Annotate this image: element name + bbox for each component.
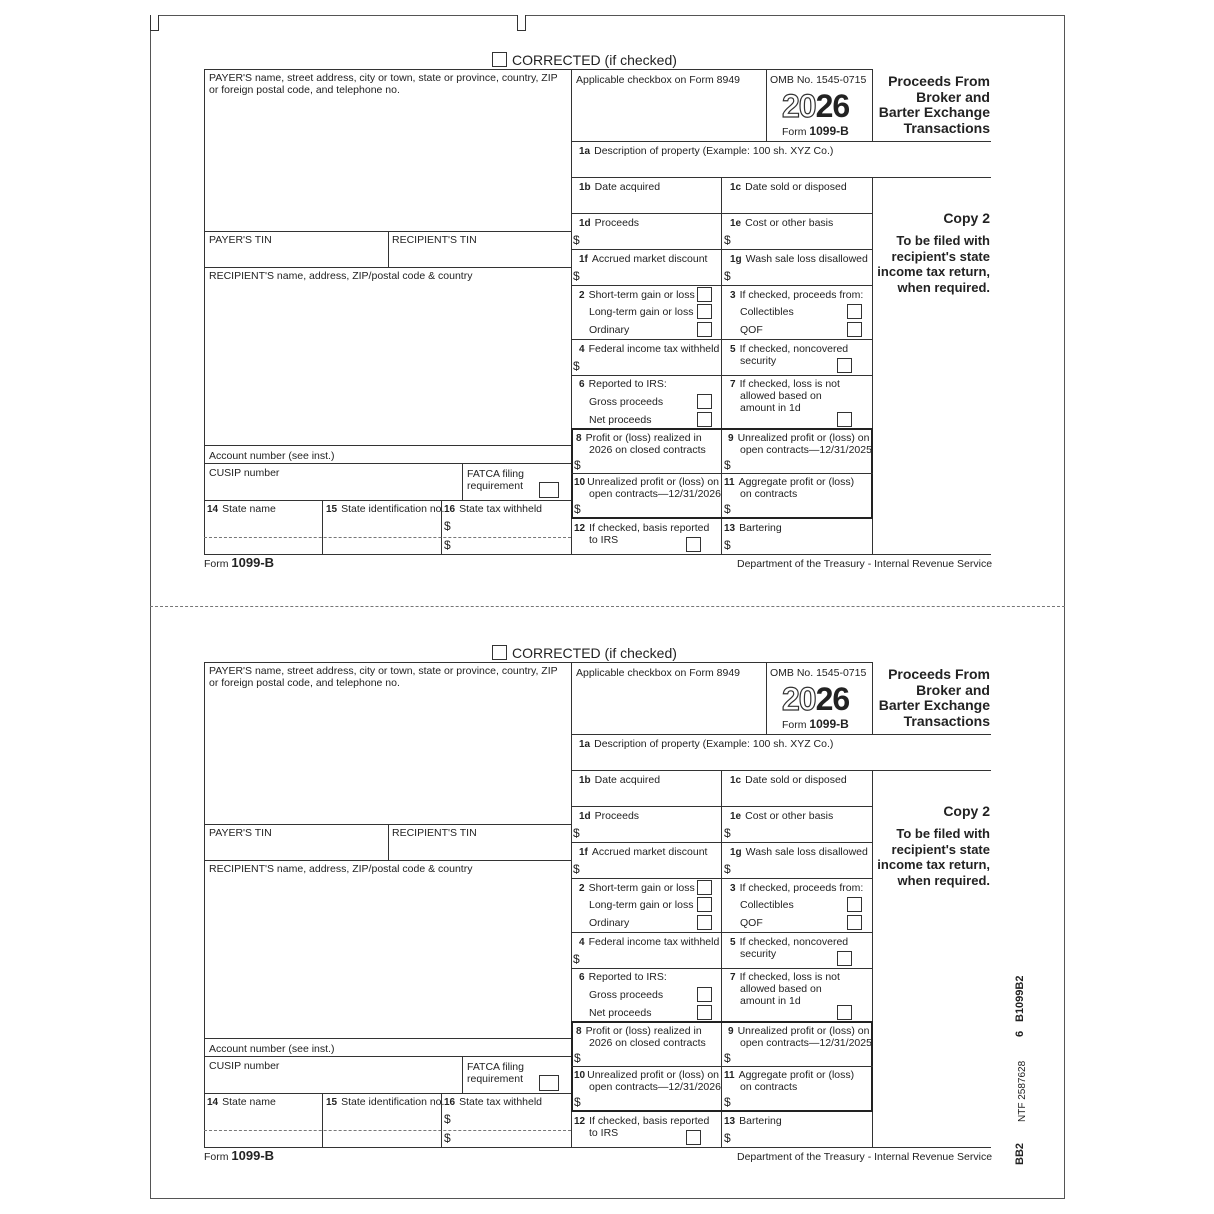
state-id-label: State identification no. [341,503,445,515]
short-term-checkbox[interactable] [697,880,712,895]
profit-closed-label: Profit or (loss) realized in [585,432,702,444]
collectibles-label: Collectibles [740,899,794,911]
state-id-label: State identification no. [341,1096,445,1108]
box1f-number: 1f [579,254,588,265]
loss-not-allowed-label-2: allowed based on [740,390,822,402]
dollar-sign: $ [574,1051,581,1065]
box6-number: 6 [579,972,585,983]
box9-number: 9 [728,433,734,444]
basis-reported-checkbox[interactable] [686,1130,701,1145]
side-code-b-text: NTF 2587628 [1017,1060,1028,1122]
unrealized-2026-label: Unrealized profit or (loss) on [587,476,720,488]
dollar-sign: $ [444,1131,451,1145]
loss-not-allowed-checkbox[interactable] [837,412,852,427]
box5-number: 5 [730,344,736,355]
side-code-c [1014,1031,1026,1037]
cusip-label: CUSIP number [209,1060,280,1072]
form-title [874,74,990,136]
box10-number: 10 [574,1070,586,1081]
recipient-tin-field[interactable] [389,839,570,859]
loss-not-allowed-label-2: allowed based on [740,983,822,995]
fatca-label: FATCA filing [467,1061,524,1073]
recipient-tin-field[interactable] [389,246,570,266]
box11-number: 11 [724,1070,735,1081]
copy-instructions [860,826,990,888]
omb-number: OMB No. 1545-0715 [770,74,867,86]
aggregate-label: Aggregate profit or (loss) [738,1069,855,1081]
noncovered-label: If checked, noncovered [739,343,849,355]
box1e-number: 1e [730,811,742,822]
profit-closed-label: Profit or (loss) realized in [585,1025,702,1037]
dollar-sign: $ [444,1112,451,1126]
title-line-1: Proceeds From [888,73,990,89]
side-code-b [1017,1061,1028,1122]
dollar-sign: $ [574,502,581,516]
ordinary-label: Ordinary [589,324,630,336]
tax-year [782,88,849,125]
copy-line-2: recipient's state [891,248,990,264]
dollar-sign: $ [724,233,731,247]
form-prefix: Form [204,1151,229,1163]
side-code-a [1014,1143,1026,1165]
noncovered-label: If checked, noncovered [739,936,849,948]
gross-proceeds-label: Gross proceeds [589,989,664,1001]
unrealized-2026-label: Unrealized profit or (loss) on [587,1069,720,1081]
dollar-sign: $ [573,952,580,966]
box6-number: 6 [579,379,585,390]
basis-reported-label: If checked, basis reported [589,522,710,534]
noncovered-checkbox[interactable] [837,951,852,966]
date-acquired-label: Date acquired [594,181,661,193]
title-line-3: Barter Exchange [878,697,990,713]
side-code-d [1014,976,1026,1022]
gross-proceeds-checkbox[interactable] [697,987,712,1002]
copy-line-4: when required. [897,872,990,888]
corrected-checkbox[interactable] [492,52,507,67]
form-copy [0,0,1214,570]
copy-title: Copy 2 [943,210,990,226]
wash-sale-label: Wash sale loss disallowed [745,846,868,858]
corrected-checkbox[interactable] [492,645,507,660]
state-tax-label: State tax withheld [459,1096,543,1108]
aggregate-label: Aggregate profit or (loss) [738,476,855,488]
net-proceeds-label: Net proceeds [589,414,652,426]
box8-number: 8 [576,433,582,444]
long-term-checkbox[interactable] [697,304,712,319]
copy-line-2: recipient's state [891,841,990,857]
dollar-sign: $ [444,538,451,552]
description-label: Description of property (Example: 100 sh. XYZ Co.) [594,738,834,750]
box1c-number: 1c [730,775,742,786]
recipient-tin-label: RECIPIENT'S TIN [392,827,477,839]
account-number-label: Account number (see inst.) [209,1043,335,1055]
short-term-label: Short-term gain or loss [588,289,695,301]
collectibles-checkbox[interactable] [847,304,862,319]
applicable-checkbox-field[interactable] [572,88,765,140]
fatca-label-2: requirement [467,480,524,492]
box12-number: 12 [574,523,586,534]
box14-number: 14 [207,1097,219,1108]
tax-year-bold: 26 [815,88,850,124]
description-field[interactable] [572,751,990,769]
dollar-sign: $ [573,359,580,373]
title-line-2: Broker and [916,681,990,698]
box4-number: 4 [579,937,585,948]
date-sold-field[interactable] [722,194,871,212]
bartering-label: Bartering [739,1115,782,1127]
box7-number: 7 [730,972,736,983]
dollar-sign: $ [444,519,451,533]
ordinary-checkbox[interactable] [697,322,712,337]
copy-line-3: income tax return, [877,857,990,872]
qof-checkbox[interactable] [847,915,862,930]
dollar-sign: $ [724,502,731,516]
date-acquired-field[interactable] [572,194,720,212]
noncovered-label-2: security [740,948,777,960]
dollar-sign: $ [574,1095,581,1109]
payer-tin-label: PAYER'S TIN [209,234,272,246]
net-proceeds-checkbox[interactable] [697,412,712,427]
recipient-name-field[interactable] [205,284,570,444]
aggregate-label-2: on contracts [740,1081,798,1093]
long-term-label: Long-term gain or loss [589,306,694,318]
account-number-label: Account number (see inst.) [209,450,335,462]
federal-withheld-label: Federal income tax withheld [588,343,720,355]
form-name: 1099-B [231,555,275,570]
side-code-d-text: B1099B2 [1014,975,1026,1022]
form-small-prefix: Form [782,126,807,138]
ordinary-label: Ordinary [589,917,630,929]
description-label: Description of property (Example: 100 sh. XYZ Co.) [594,145,834,157]
aggregate-label-2: on contracts [740,488,798,500]
title-line-3: Barter Exchange [878,104,990,120]
box1c-number: 1c [730,182,742,193]
dept-label: Department of the Treasury - Internal Revenue Service [737,1151,993,1163]
box3-number: 3 [730,290,736,301]
collectibles-checkbox[interactable] [847,897,862,912]
box4-number: 4 [579,344,585,355]
unrealized-2026-label-2: open contracts—12/31/2026 [589,1081,721,1093]
dept-label: Department of the Treasury - Internal Revenue Service [737,558,993,570]
cost-basis-label: Cost or other basis [745,810,834,822]
dollar-sign: $ [724,826,731,840]
noncovered-label-2: security [740,355,777,367]
reported-irs-label: Reported to IRS: [588,378,667,390]
recipient-tin-label: RECIPIENT'S TIN [392,234,477,246]
form-prefix: Form [204,558,229,570]
payer-name-field[interactable] [205,96,570,230]
date-sold-label: Date sold or disposed [745,181,847,193]
box12-number: 12 [574,1116,586,1127]
fatca-label-2: requirement [467,1073,524,1085]
side-code-a-text: BB2 [1014,1142,1026,1165]
state-name-label: State name [222,503,276,515]
ordinary-checkbox[interactable] [697,915,712,930]
box9-number: 9 [728,1026,734,1037]
unrealized-2026-label-2: open contracts—12/31/2026 [589,488,721,500]
net-proceeds-label: Net proceeds [589,1007,652,1019]
profit-closed-label-2: 2026 on closed contracts [589,1037,706,1049]
proceeds-from-label: If checked, proceeds from: [739,882,864,894]
dollar-sign: $ [573,269,580,283]
dollar-sign: $ [574,458,581,472]
basis-reported-label-2: to IRS [589,534,619,546]
applicable-checkbox-label: Applicable checkbox on Form 8949 [576,667,741,679]
box2-number: 2 [579,883,585,894]
form-title [874,667,990,729]
dollar-sign: $ [724,269,731,283]
form-name: 1099-B [231,1148,275,1163]
loss-not-allowed-label-3: amount in 1d [740,995,801,1007]
unrealized-2025-label: Unrealized profit or (loss) on [737,432,870,444]
copy-line-1: To be filed with [896,826,990,841]
box2-number: 2 [579,290,585,301]
payer-name-label: PAYER'S name, street address, city or town, state or province, country, ZIP [209,72,558,84]
dollar-sign: $ [573,826,580,840]
date-sold-field[interactable] [722,787,871,805]
recipient-name-field[interactable] [205,877,570,1037]
title-line-4: Transactions [903,712,990,729]
fatca-checkbox[interactable] [539,482,559,498]
title-line-1: Proceeds From [888,666,990,682]
state-name-label: State name [222,1096,276,1108]
payer-tin-field[interactable] [205,839,387,859]
collectibles-label: Collectibles [740,306,794,318]
long-term-checkbox[interactable] [697,897,712,912]
dollar-sign: $ [724,538,731,552]
title-line-4: Transactions [903,119,990,136]
tax-year-bold: 26 [815,681,850,717]
box11-number: 11 [724,477,735,488]
box1b-number: 1b [579,182,591,193]
accrued-discount-label: Accrued market discount [591,253,708,265]
proceeds-from-label: If checked, proceeds from: [739,289,864,301]
gross-proceeds-label: Gross proceeds [589,396,664,408]
box13-number: 13 [724,1116,736,1127]
cost-basis-label: Cost or other basis [745,217,834,229]
bartering-label: Bartering [739,522,782,534]
state-tax-label: State tax withheld [459,503,543,515]
tax-year-outline: 20 [782,88,816,124]
corrected-label: CORRECTED (if checked) [512,52,677,68]
form-small-name: 1099-B [809,717,849,731]
payer-tin-label: PAYER'S TIN [209,827,272,839]
box13-number: 13 [724,523,736,534]
date-sold-label: Date sold or disposed [745,774,847,786]
box1a-number: 1a [579,739,591,750]
dollar-sign: $ [724,1131,731,1145]
box5-number: 5 [730,937,736,948]
qof-label: QOF [740,324,763,336]
payer-tin-field[interactable] [205,246,387,266]
box1d-number: 1d [579,811,591,822]
tax-year-outline: 20 [782,681,816,717]
unrealized-2025-label: Unrealized profit or (loss) on [737,1025,870,1037]
box3-number: 3 [730,883,736,894]
loss-not-allowed-checkbox[interactable] [837,1005,852,1020]
dollar-sign: $ [573,862,580,876]
applicable-checkbox-field[interactable] [572,681,765,733]
long-term-label: Long-term gain or loss [589,899,694,911]
box14-number: 14 [207,504,219,515]
box1d-number: 1d [579,218,591,229]
proceeds-label: Proceeds [594,217,640,229]
copy-title: Copy 2 [943,803,990,819]
title-line-2: Broker and [916,88,990,105]
qof-label: QOF [740,917,763,929]
federal-withheld-label: Federal income tax withheld [588,936,720,948]
form-small-name: 1099-B [809,124,849,138]
unrealized-2025-label-2: open contracts—12/31/2025 [740,444,872,456]
date-acquired-field[interactable] [572,787,720,805]
box16-number: 16 [444,504,456,515]
box1b-number: 1b [579,775,591,786]
applicable-checkbox-label: Applicable checkbox on Form 8949 [576,74,741,86]
recipient-name-label: RECIPIENT'S name, address, ZIP/postal code & country [209,270,473,282]
loss-not-allowed-label: If checked, loss is not [739,971,840,983]
box15-number: 15 [326,504,338,515]
copy-line-3: income tax return, [877,264,990,279]
noncovered-checkbox[interactable] [837,358,852,373]
basis-reported-label: If checked, basis reported [589,1115,710,1127]
box1e-number: 1e [730,218,742,229]
box1f-number: 1f [579,847,588,858]
accrued-discount-label: Accrued market discount [591,846,708,858]
payer-name-label: PAYER'S name, street address, city or town, state or province, country, ZIP [209,665,558,677]
dollar-sign: $ [724,458,731,472]
box1g-number: 1g [730,254,742,265]
copy-line-1: To be filed with [896,233,990,248]
form-small-prefix: Form [782,719,807,731]
cusip-label: CUSIP number [209,467,280,479]
unrealized-2025-label-2: open contracts—12/31/2025 [740,1037,872,1049]
payer-name-label-2: or foreign postal code, and telephone no. [209,677,400,689]
tax-year [782,681,849,718]
box15-number: 15 [326,1097,338,1108]
profit-closed-label-2: 2026 on closed contracts [589,444,706,456]
box1a-number: 1a [579,146,591,157]
short-term-label: Short-term gain or loss [588,882,695,894]
box7-number: 7 [730,379,736,390]
loss-not-allowed-label: If checked, loss is not [739,378,840,390]
copy-line-4: when required. [897,279,990,295]
qof-checkbox[interactable] [847,322,862,337]
dollar-sign: $ [724,862,731,876]
date-acquired-label: Date acquired [594,774,661,786]
proceeds-label: Proceeds [594,810,640,822]
fatca-label: FATCA filing [467,468,524,480]
corrected-label: CORRECTED (if checked) [512,645,677,661]
box16-number: 16 [444,1097,456,1108]
description-field[interactable] [572,158,990,176]
box8-number: 8 [576,1026,582,1037]
basis-reported-label-2: to IRS [589,1127,619,1139]
loss-not-allowed-label-3: amount in 1d [740,402,801,414]
gross-proceeds-checkbox[interactable] [697,394,712,409]
dollar-sign: $ [724,1051,731,1065]
fatca-checkbox[interactable] [539,1075,559,1091]
box10-number: 10 [574,477,586,488]
basis-reported-checkbox[interactable] [686,537,701,552]
recipient-name-label: RECIPIENT'S name, address, ZIP/postal code & country [209,863,473,875]
side-code-c-text: 6 [1014,1030,1026,1037]
payer-name-field[interactable] [205,689,570,823]
payer-name-label-2: or foreign postal code, and telephone no. [209,84,400,96]
net-proceeds-checkbox[interactable] [697,1005,712,1020]
omb-number: OMB No. 1545-0715 [770,667,867,679]
copy-instructions [860,233,990,295]
wash-sale-label: Wash sale loss disallowed [745,253,868,265]
short-term-checkbox[interactable] [697,287,712,302]
box1g-number: 1g [730,847,742,858]
dollar-sign: $ [724,1095,731,1109]
reported-irs-label: Reported to IRS: [588,971,667,983]
dollar-sign: $ [573,233,580,247]
